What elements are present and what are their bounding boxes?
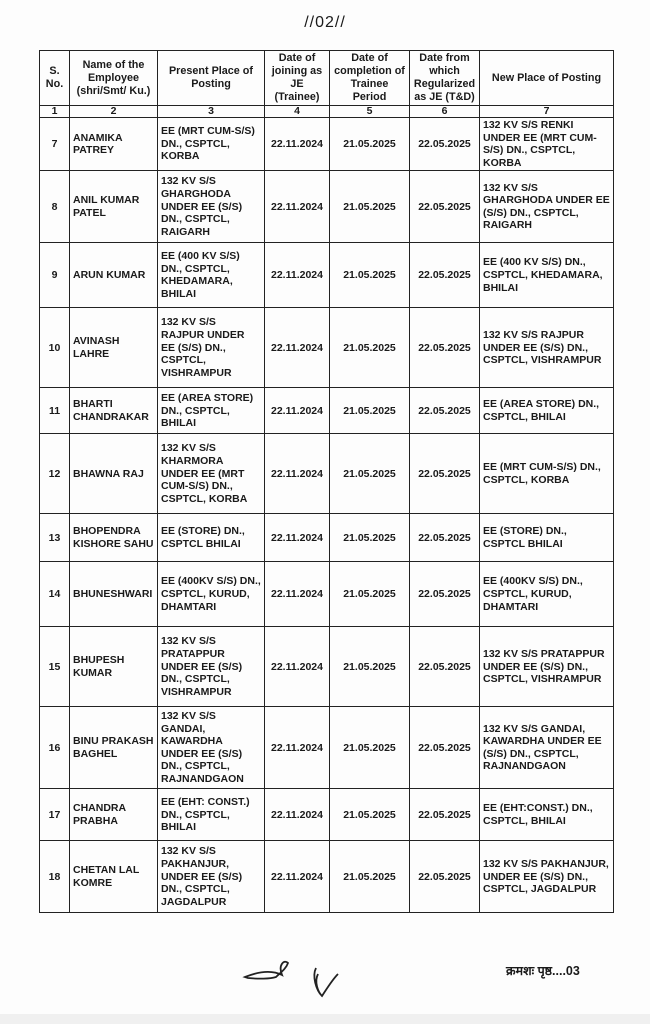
column-number: 1 [40,106,70,118]
employee-name: BHOPENDRA KISHORE SAHU [70,514,158,562]
employee-name: CHETAN LAL KOMRE [70,841,158,913]
bottom-margin [0,1014,650,1024]
date-joining: 22.11.2024 [265,434,330,514]
column-number: 2 [70,106,158,118]
present-posting: 132 KV S/S PRATAPPUR UNDER EE (S/S) DN., CSPTCL, VISHRAMPUR [158,627,265,707]
new-posting: 132 KV S/S RENKI UNDER EE (MRT CUM-S/S) DN., CSPTCL, KORBA [480,118,614,171]
header-date-regularized: Date from which Regularized as JE (T&D) [410,51,480,106]
new-posting: 132 KV S/S PRATAPPUR UNDER EE (S/S) DN., CSPTCL, VISHRAMPUR [480,627,614,707]
signature-initial-2 [308,962,343,1002]
serial-number: 14 [40,562,70,627]
date-completion: 21.05.2025 [330,789,410,841]
column-number: 4 [265,106,330,118]
serial-number: 15 [40,627,70,707]
employee-name: ANIL KUMAR PATEL [70,171,158,243]
new-posting: EE (400 KV S/S) DN., CSPTCL, KHEDAMARA, BHILAI [480,243,614,308]
present-posting: 132 KV S/S RAJPUR UNDER EE (S/S) DN., CSPTCL, VISHRAMPUR [158,308,265,388]
serial-number: 12 [40,434,70,514]
table-row [40,789,614,841]
continuation-note: क्रमशः पृष्ठ....03 [506,964,580,978]
employee-name: BHAWNA RAJ [70,434,158,514]
date-joining: 22.11.2024 [265,388,330,434]
employee-name: BINU PRAKASH BAGHEL [70,707,158,789]
header-new-posting: New Place of Posting [480,51,614,106]
date-joining: 22.11.2024 [265,707,330,789]
date-completion: 21.05.2025 [330,434,410,514]
present-posting: EE (STORE) DN., CSPTCL BHILAI [158,514,265,562]
present-posting: 132 KV S/S PAKHANJUR, UNDER EE (S/S) DN., CSPTCL, JAGDALPUR [158,841,265,913]
table-row [40,562,614,627]
new-posting: 132 KV S/S PAKHANJUR, UNDER EE (S/S) DN., CSPTCL, JAGDALPUR [480,841,614,913]
posting-table [39,50,614,913]
date-completion: 21.05.2025 [330,627,410,707]
present-posting: 132 KV S/S GANDAI, KAWARDHA UNDER EE (S/S) DN., CSPTCL, RAJNANDGAON [158,707,265,789]
date-regularized: 22.05.2025 [410,707,480,789]
date-regularized: 22.05.2025 [410,171,480,243]
present-posting: EE (MRT CUM-S/S) DN., CSPTCL, KORBA [158,118,265,171]
signature-initial-1 [240,955,300,985]
date-joining: 22.11.2024 [265,841,330,913]
employee-name: BHUNESHWARI [70,562,158,627]
column-number: 5 [330,106,410,118]
present-posting: EE (400 KV S/S) DN., CSPTCL, KHEDAMARA, BHILAI [158,243,265,308]
employee-name: BHARTI CHANDRAKAR [70,388,158,434]
present-posting: EE (400KV S/S) DN., CSPTCL, KURUD, DHAMTARI [158,562,265,627]
date-completion: 21.05.2025 [330,562,410,627]
new-posting: EE (AREA STORE) DN., CSPTCL, BHILAI [480,388,614,434]
date-regularized: 22.05.2025 [410,243,480,308]
new-posting: EE (MRT CUM-S/S) DN., CSPTCL, KORBA [480,434,614,514]
employee-name: ARUN KUMAR [70,243,158,308]
table-row [40,707,614,789]
header-sno: S. No. [40,51,70,106]
present-posting: EE (EHT: CONST.) DN., CSPTCL, BHILAI [158,789,265,841]
date-completion: 21.05.2025 [330,514,410,562]
date-completion: 21.05.2025 [330,841,410,913]
header-row [40,51,614,106]
serial-number: 8 [40,171,70,243]
employee-name: CHANDRA PRABHA [70,789,158,841]
table-row [40,243,614,308]
employee-name: BHUPESH KUMAR [70,627,158,707]
serial-number: 18 [40,841,70,913]
serial-number: 16 [40,707,70,789]
date-regularized: 22.05.2025 [410,118,480,171]
new-posting: EE (400KV S/S) DN., CSPTCL, KURUD, DHAMTARI [480,562,614,627]
table-row [40,514,614,562]
page-number-marker: //02// [304,14,346,31]
column-number-row [40,106,614,118]
serial-number: 11 [40,388,70,434]
table-row [40,434,614,514]
present-posting: EE (AREA STORE) DN., CSPTCL, BHILAI [158,388,265,434]
date-completion: 21.05.2025 [330,118,410,171]
column-number: 7 [480,106,614,118]
date-regularized: 22.05.2025 [410,789,480,841]
table-row [40,627,614,707]
date-joining: 22.11.2024 [265,171,330,243]
column-number: 3 [158,106,265,118]
date-completion: 21.05.2025 [330,308,410,388]
new-posting: EE (STORE) DN., CSPTCL BHILAI [480,514,614,562]
employee-name: AVINASH LAHRE [70,308,158,388]
date-regularized: 22.05.2025 [410,562,480,627]
date-joining: 22.11.2024 [265,308,330,388]
new-posting: 132 KV S/S GANDAI, KAWARDHA UNDER EE (S/S) DN., CSPTCL, RAJNANDGAON [480,707,614,789]
table-row [40,118,614,171]
serial-number: 9 [40,243,70,308]
serial-number: 7 [40,118,70,171]
header-date-completion: Date of completion of Trainee Period [330,51,410,106]
present-posting: 132 KV S/S KHARMORA UNDER EE (MRT CUM-S/S) DN., CSPTCL, KORBA [158,434,265,514]
table-row [40,841,614,913]
date-joining: 22.11.2024 [265,243,330,308]
date-regularized: 22.05.2025 [410,434,480,514]
date-joining: 22.11.2024 [265,627,330,707]
new-posting: 132 KV S/S RAJPUR UNDER EE (S/S) DN., CSPTCL, VISHRAMPUR [480,308,614,388]
date-regularized: 22.05.2025 [410,627,480,707]
serial-number: 17 [40,789,70,841]
serial-number: 13 [40,514,70,562]
date-completion: 21.05.2025 [330,243,410,308]
table-row [40,388,614,434]
serial-number: 10 [40,308,70,388]
date-joining: 22.11.2024 [265,789,330,841]
date-joining: 22.11.2024 [265,514,330,562]
date-regularized: 22.05.2025 [410,514,480,562]
new-posting: EE (EHT:CONST.) DN., CSPTCL, BHILAI [480,789,614,841]
employee-name: ANAMIKA PATREY [70,118,158,171]
date-joining: 22.11.2024 [265,562,330,627]
date-completion: 21.05.2025 [330,707,410,789]
date-regularized: 22.05.2025 [410,308,480,388]
new-posting: 132 KV S/S GHARGHODA UNDER EE (S/S) DN., CSPTCL, RAIGARH [480,171,614,243]
date-completion: 21.05.2025 [330,171,410,243]
date-joining: 22.11.2024 [265,118,330,171]
table-row [40,171,614,243]
header-present-posting: Present Place of Posting [158,51,265,106]
date-completion: 21.05.2025 [330,388,410,434]
column-number: 6 [410,106,480,118]
header-date-joining: Date of joining as JE (Trainee) [265,51,330,106]
date-regularized: 22.05.2025 [410,841,480,913]
date-regularized: 22.05.2025 [410,388,480,434]
table-row [40,308,614,388]
present-posting: 132 KV S/S GHARGHODA UNDER EE (S/S) DN., CSPTCL, RAIGARH [158,171,265,243]
header-name: Name of the Employee (shri/Smt/ Ku.) [70,51,158,106]
